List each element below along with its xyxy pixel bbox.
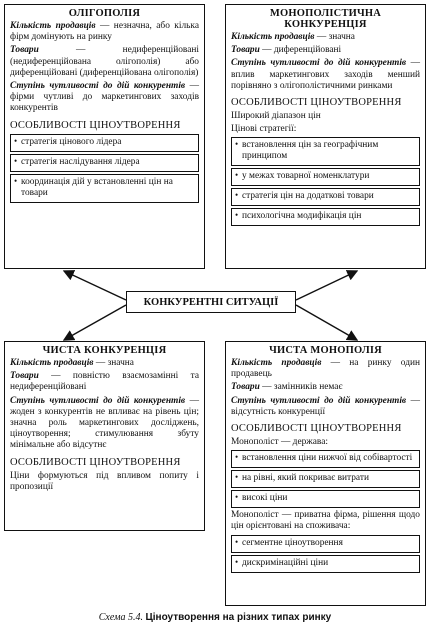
pure-monopoly-goods: Товари — замінників немає <box>231 382 343 393</box>
pure-competition-title: ЧИСТА КОНКУРЕНЦІЯ <box>42 345 167 356</box>
monopolistic-pricing-heading: ОСОБЛИВОСТІ ЦІНОУТВОРЕННЯ <box>231 97 402 109</box>
pure-competition-pricing-heading: ОСОБЛИВОСТІ ЦІНОУТВОРЕННЯ <box>10 456 181 468</box>
list-item: • у межах товарної номенклатури <box>231 168 420 186</box>
oligopoly-sellers: Кількість продавців — незначна, або кілька фірм домінують на ринку <box>10 21 199 43</box>
pure-monopoly-state-list <box>231 450 420 508</box>
oligopoly-sensitivity: Ступінь чутливості до дій конкурентів — фірми чутливі до маркетингових заходів конкурентів <box>10 81 199 114</box>
list-item: • стратегія наслідування лідера <box>10 154 199 172</box>
oligopoly-pricing-heading: ОСОБЛИВОСТІ ЦІНОУТВОРЕННЯ <box>10 119 181 131</box>
list-item: • дискримінаційні ціни <box>231 555 420 573</box>
monopolistic-title: МОНОПОЛІСТИЧНА КОНКУРЕНЦІЯ <box>269 8 382 30</box>
arrow-to-pure-monopoly <box>296 305 357 340</box>
pure-competition-sensitivity: Ступінь чутливості до дій конкурентів — жоден з конкурентів не впливає на рівень цін; значна роль маркетингових досліджень, ціноутворення; стимулювання збуту мінімальне або відсутнє <box>10 395 199 451</box>
pure-monopoly-private-list <box>231 535 420 573</box>
list-item: • встановлення цін за географічним принципом <box>231 137 420 166</box>
pure-competition-goods: Товари — повністю взаємозамінні та недиференційовані <box>10 371 199 393</box>
pure-monopoly-pricing-heading: ОСОБЛИВОСТІ ЦІНОУТВОРЕННЯ <box>231 423 402 435</box>
list-item: • координація дій у встановленні цін на товари <box>10 174 199 203</box>
pure-monopoly-state: Монополіст — держава: <box>231 437 329 448</box>
oligopoly-pricing-list <box>10 134 199 203</box>
monopolistic-range: Широкий діапазон цін <box>231 111 321 122</box>
pure-competition-note: Ціни формуються під впливом попиту і пропозиції <box>10 470 199 492</box>
pure-competition-sellers: Кількість продавців — значна <box>10 358 134 368</box>
arrow-to-monopolistic <box>296 271 357 300</box>
monopolistic-pricing-list <box>231 137 420 226</box>
list-item: • високі ціни <box>231 490 420 508</box>
monopolistic-sensitivity: Ступінь чутливості до дій конкурентів — вплив маркетингових заходів менший порівняно з олігополістичними ринками <box>231 58 420 91</box>
monopolistic-sellers: Кількість продавців — значна <box>231 32 355 42</box>
monopolistic-strategies: Цінові стратегії: <box>231 124 297 135</box>
list-item: • на рівні, який покриває витрати <box>231 470 420 488</box>
oligopoly-title: ОЛІГОПОЛІЯ <box>68 8 141 19</box>
pure-monopoly-private: Монополіст — приватна фірма, рішення щодо цін орієнтовані на споживача: <box>231 510 420 532</box>
list-item: • встановлення ціни нижчої від собівартості <box>231 450 420 468</box>
monopolistic-box <box>225 4 426 269</box>
pure-monopoly-sensitivity: Ступінь чутливості до дій конкурентів — відсутність конкуренції <box>231 395 420 417</box>
figure-caption: Схема 5.4. Ціноутворення на різних типах ринку <box>98 612 332 623</box>
pure-monopoly-box <box>225 341 426 606</box>
competitive-situations-box: КОНКУРЕНТНІ СИТУАЦІЇ <box>126 291 296 313</box>
oligopoly-box <box>4 4 205 269</box>
list-item: • стратегія цінового лідера <box>10 134 199 152</box>
oligopoly-goods: Товари — недиференційовані (недиференційована олігополія) або диференційовані (диференційована олігополія) <box>10 45 199 78</box>
pure-monopoly-sellers: Кількість продавців — на ринку один продавець <box>231 358 420 380</box>
pure-competition-box <box>4 341 205 531</box>
pure-monopoly-title: ЧИСТА МОНОПОЛІЯ <box>269 345 382 356</box>
monopolistic-goods: Товари — диференційовані <box>231 45 342 56</box>
list-item: • стратегія цін на додаткові товари <box>231 188 420 206</box>
arrow-to-pure-competition <box>64 305 126 340</box>
list-item: • сегментне ціноутворення <box>231 535 420 553</box>
list-item: • психологічна модифікація цін <box>231 208 420 226</box>
arrow-to-oligopoly <box>64 271 126 300</box>
